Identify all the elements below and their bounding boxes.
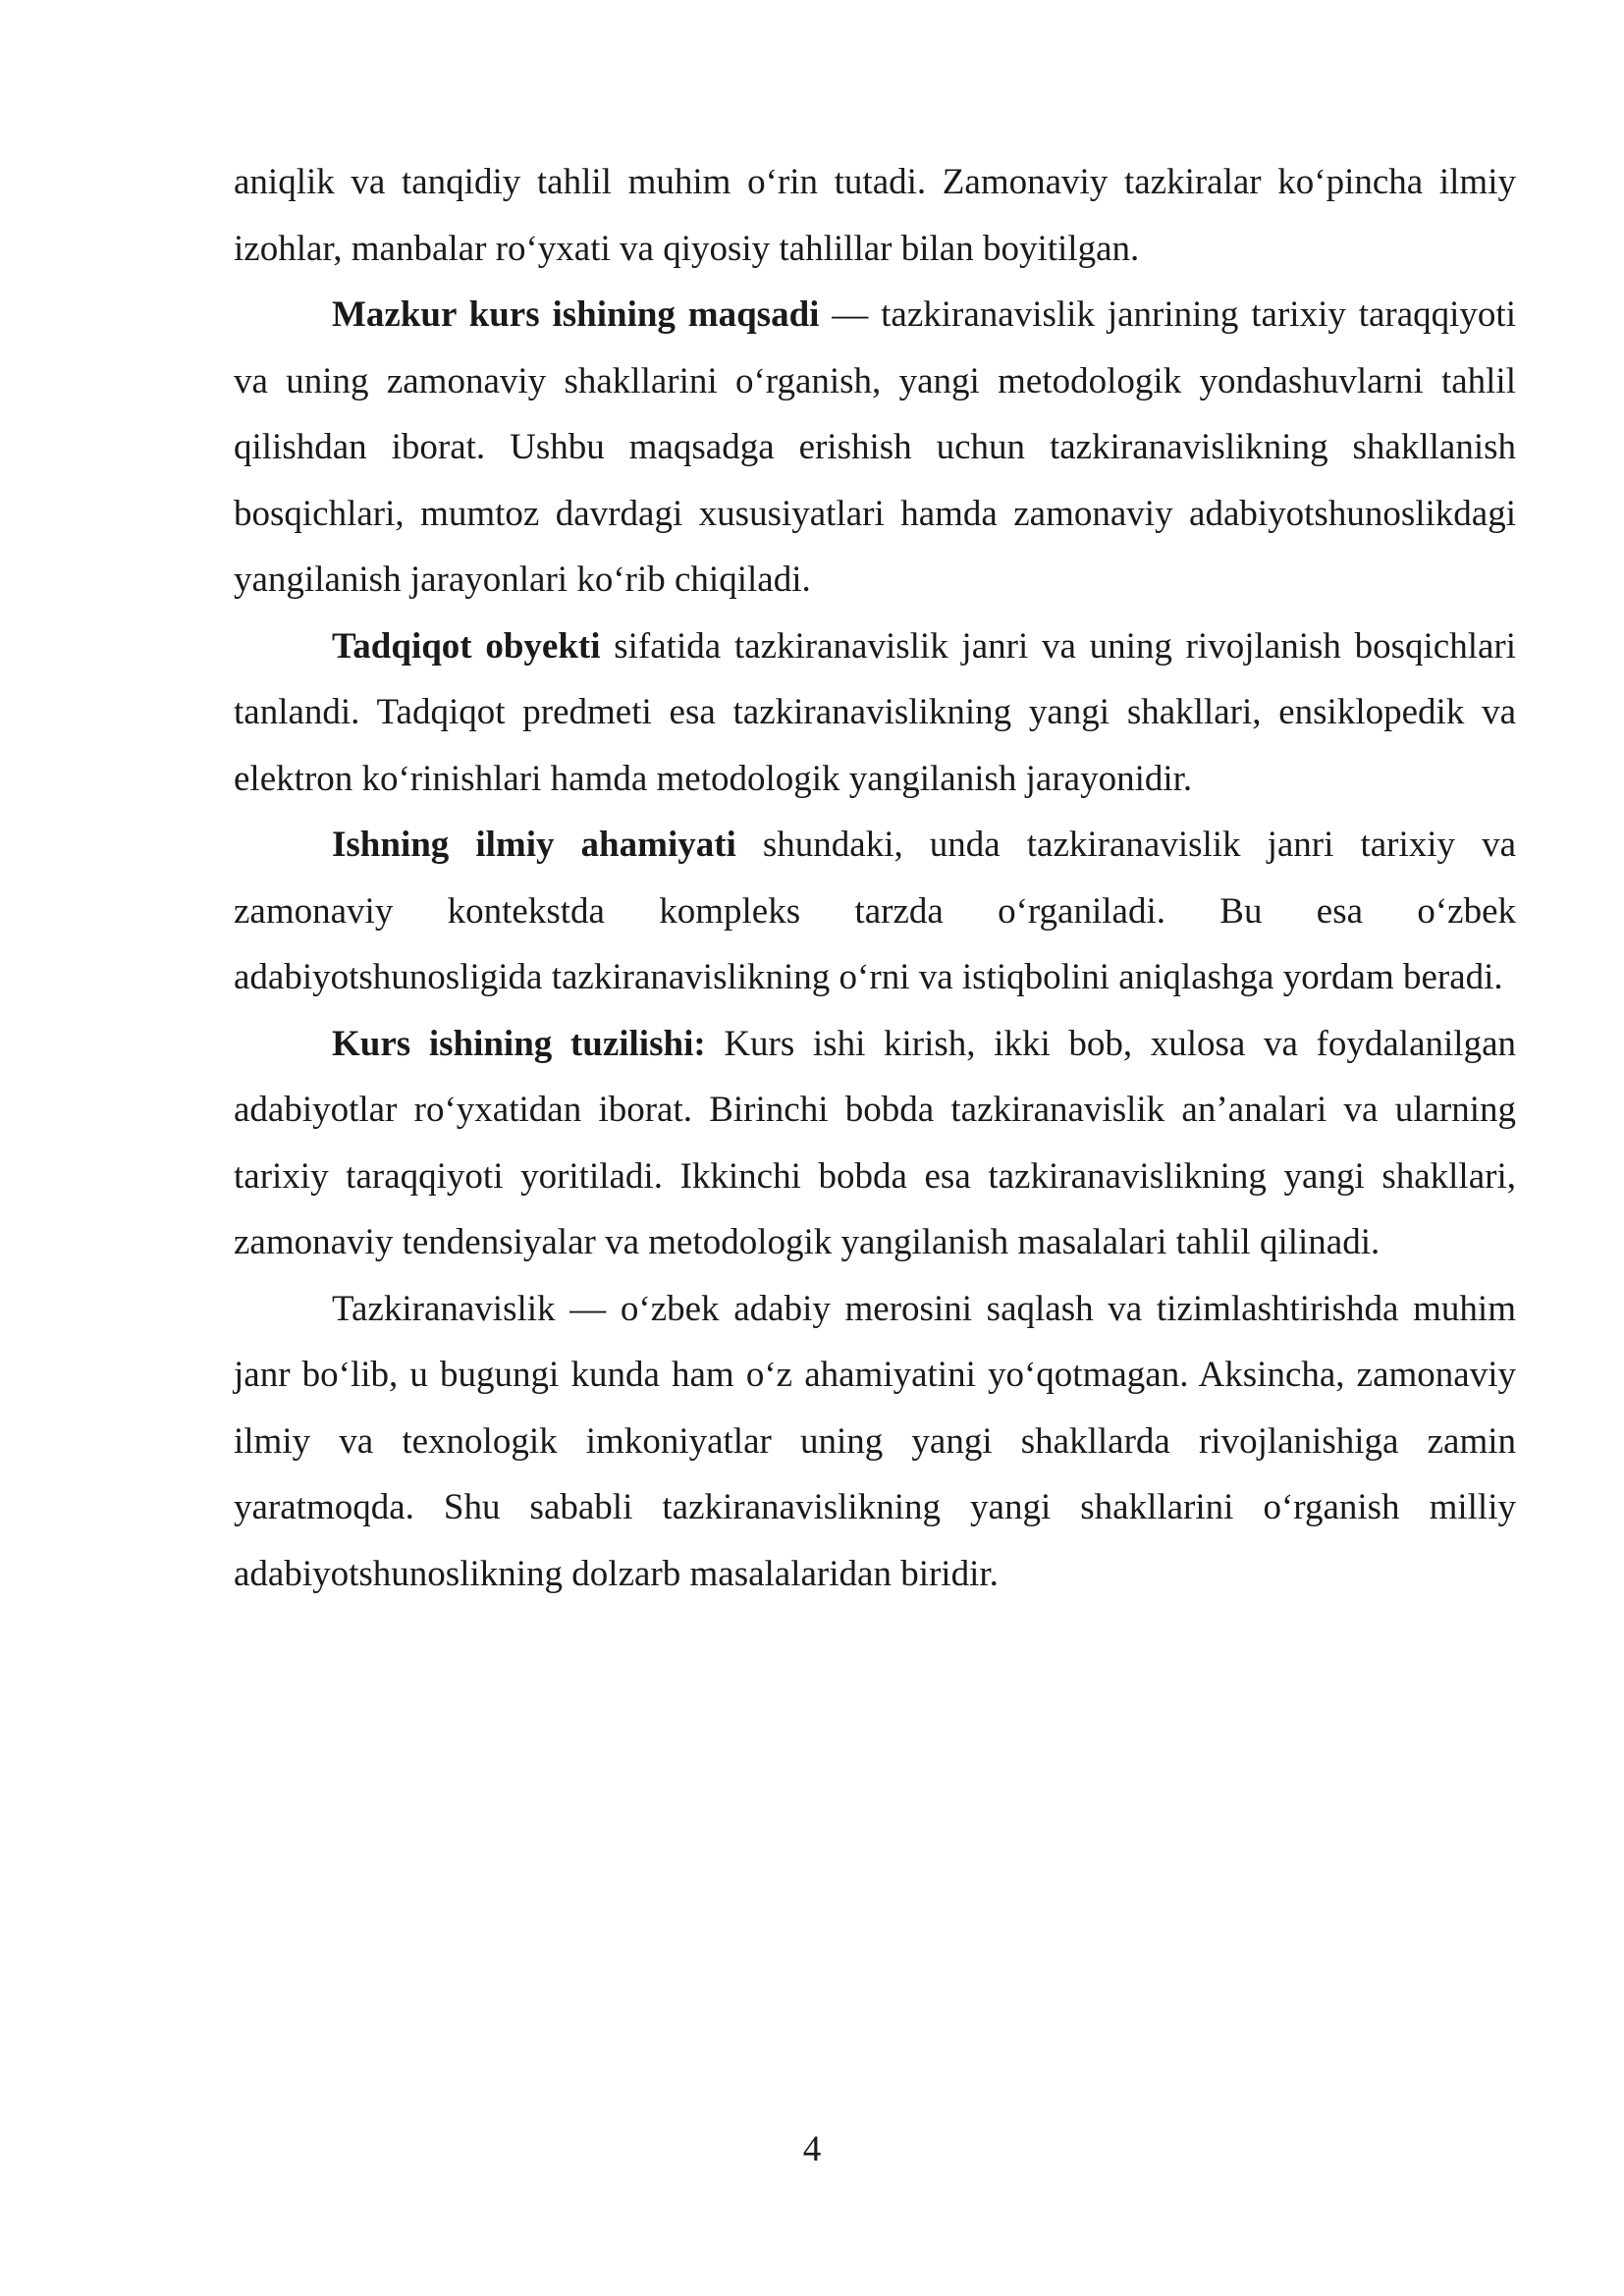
page-number: 4 [802, 2129, 822, 2169]
paragraph-text: — tazkiranavislik janrining tarixiy taraqqiyoti va uning zamonaviy shakllarini o‘rganish, yangi metodologik yondashuvlarni tahlil qilishdan iborat. Ushbu maqsadga erishish uchun tazkiranavislikning shakllanish bosqichlari, mumtoz davrdagi xususiyatlari hamda zamonaviy adabiyotshunoslikdagi yangilanish jarayonlari ko‘rib chiqiladi. [234, 294, 1516, 600]
paragraph-structure [234, 1011, 1516, 1276]
paragraph-heading: Mazkur kurs ishining maqsadi [332, 294, 820, 335]
paragraph-conclusion [234, 1276, 1516, 1608]
paragraph-text: shundaki, unda tazkiranavislik janri tarixiy va zamonaviy kontekstda kompleks tarzda o‘rganiladi. Bu esa o‘zbek adabiyotshunosligida tazkiranavislikning o‘rni va istiqbolini aniqlashga yordam beradi. [234, 825, 1516, 997]
paragraph-scientific-significance [234, 812, 1516, 1011]
paragraph-research-object [234, 614, 1516, 813]
paragraph-text: Kurs ishi kirish, ikki bob, xulosa va foydalanilgan adabiyotlar ro‘yxatidan iborat. Birinchi bobda tazkiranavislik an’analari va ularning tarixiy taraqqiyoti yoritiladi. Ikkinchi bobda esa tazkiranavislikning yangi shakllari, zamonaviy tendensiyalar va metodologik yangilanish masalalari tahlil qilinadi. [234, 1023, 1516, 1262]
document-body [234, 149, 1516, 1607]
paragraph-heading: Ishning ilmiy ahamiyati [332, 825, 736, 865]
paragraph-purpose [234, 282, 1516, 614]
paragraph-heading: Tadqiqot obyekti [332, 625, 601, 667]
paragraph-continuation [234, 149, 1516, 282]
paragraph-text: Tazkiranavislik — o‘zbek adabiy merosini saqlash va tizimlashtirishda muhim janr bo‘lib, u bugungi kunda ham o‘z ahamiyatini yo‘qotmagan. Aksincha, zamonaviy ilmiy va texnologik imkoniyatlar uning yangi shakllarda rivojlanishiga zamin yaratmoqda. Shu sababli tazkiranavislikning yangi shakllarini o‘rganish milliy adabiyotshunoslikning dolzarb masalalaridan biridir. [234, 1288, 1516, 1594]
paragraph-text: sifatida tazkiranavislik janri va uning rivojlanish bosqichlari tanlandi. Tadqiqot predmeti esa tazkiranavislikning yangi shakllari, ensiklopedik va elektron ko‘rinishlari hamda metodologik yangilanish jarayonidir. [234, 625, 1517, 799]
paragraph-heading: Kurs ishining tuzilishi: [332, 1023, 706, 1064]
paragraph-text: aniqlik va tanqidiy tahlil muhim o‘rin tutadi. Zamonaviy tazkiralar ko‘pincha ilmiy izohlar, manbalar ro‘yxati va qiyosiy tahlillar bilan boyitilgan. [234, 162, 1516, 269]
